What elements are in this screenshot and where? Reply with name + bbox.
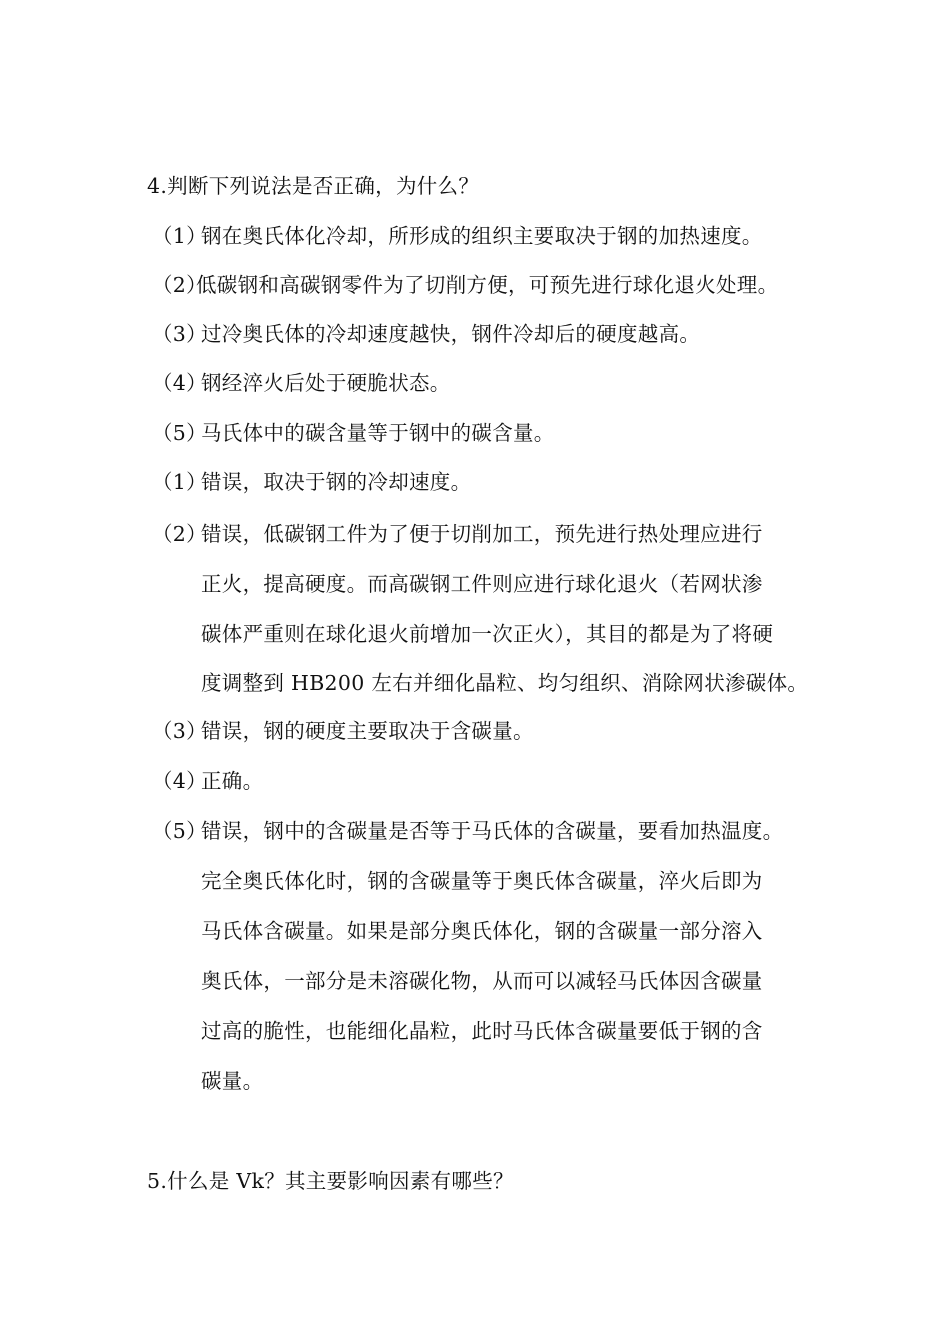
answer-3-line-1: 错误，钢的硬度主要取决于含碳量。 [201,719,534,743]
statement-3-text: 过冷奥氏体的冷却速度越快，钢件冷却后的硬度越高。 [201,322,701,346]
answer-4-label: （4） [152,769,207,793]
answer-2-line-2: 正火，提高硬度。而高碳钢工件则应进行球化退火（若网状渗 [201,572,763,596]
answer-2-label: （2） [152,522,207,546]
answer-5-label: （5） [152,819,207,843]
statement-5-text: 马氏体中的碳含量等于钢中的碳含量。 [201,421,555,445]
answer-5-line-6: 碳量。 [201,1069,264,1093]
statement-2-label: （2） [152,273,207,297]
question-5-title: 5.什么是 Vk？其主要影响因素有哪些？ [147,1169,514,1193]
answer-5-line-2: 完全奥氏体化时，钢的含碳量等于奥氏体含碳量，淬火后即为 [201,869,763,893]
statement-1-label: （1） [152,224,207,248]
statement-3-label: （3） [152,322,207,346]
statement-5-label: （5） [152,421,207,445]
statement-4-label: （4） [152,371,207,395]
answer-1-label: （1） [152,470,207,494]
answer-2-line-4: 度调整到 HB200 左右并细化晶粒、均匀组织、消除网状渗碳体。 [201,671,809,695]
answer-1-line-1: 错误，取决于钢的冷却速度。 [201,470,472,494]
answer-3-label: （3） [152,719,207,743]
statement-1-text: 钢在奥氏体化冷却，所形成的组织主要取决于钢的加热速度。 [201,224,763,248]
answer-5-line-3: 马氏体含碳量。如果是部分奥氏体化，钢的含碳量一部分溶入 [201,919,763,943]
answer-5-line-5: 过高的脆性，也能细化晶粒，此时马氏体含碳量要低于钢的含 [201,1019,763,1043]
statement-2-text: 低碳钢和高碳钢零件为了切削方便，可预先进行球化退火处理。 [196,273,779,297]
answer-5-line-1: 错误，钢中的含碳量是否等于马氏体的含碳量，要看加热温度。 [201,819,784,843]
question-4-title: 4.判断下列说法是否正确，为什么？ [147,174,480,198]
statement-4-text: 钢经淬火后处于硬脆状态。 [201,371,451,395]
answer-2-line-1: 错误，低碳钢工件为了便于切削加工，预先进行热处理应进行 [201,522,763,546]
answer-5-line-4: 奥氏体，一部分是未溶碳化物，从而可以减轻马氏体因含碳量 [201,969,763,993]
answer-4-line-1: 正确。 [201,769,264,793]
answer-2-line-3: 碳体严重则在球化退火前增加一次正火），其目的都是为了将硬 [201,622,774,646]
